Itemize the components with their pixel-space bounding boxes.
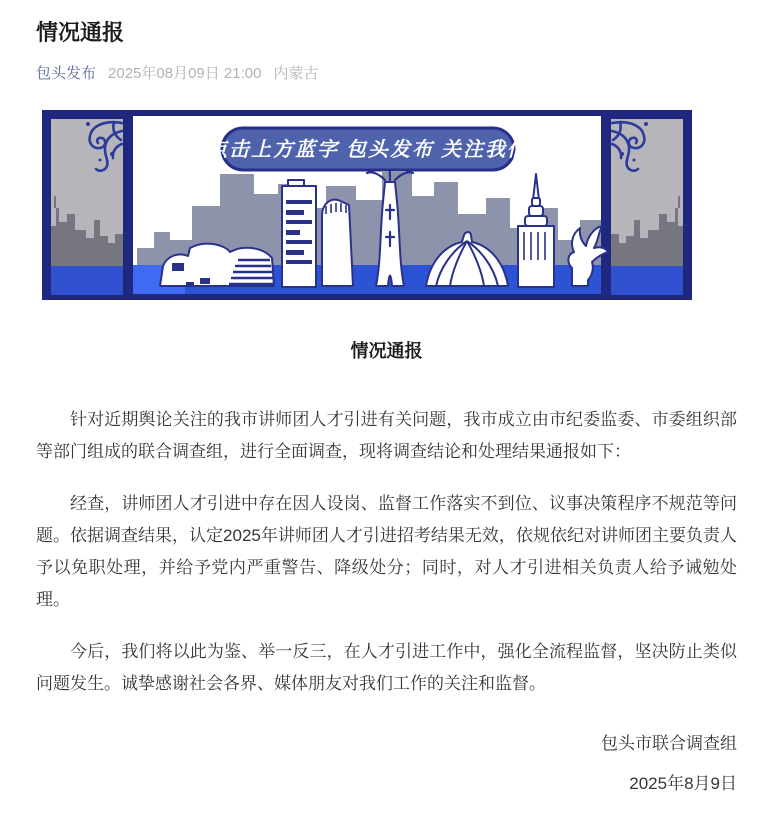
paragraph-2: 经查，讲师团人才引进中存在因人设岗、监督工作落实不到位、议事决策程序不规范等问题。依据调查结果，认定2025年讲师团人才引进招考结果无效，依规依纪对讲师团主要负责人予以免职处理，并给予党内严重警告、降级处分；同时，对人才引进相关负责人给予诫勉处理。 xyxy=(36,494,737,609)
page-title: 情况通报 xyxy=(36,20,125,45)
signature-date: 2025年8月9日 xyxy=(629,774,737,793)
follow-pill xyxy=(207,128,531,170)
banner-side-panel xyxy=(51,119,123,295)
account-name-link[interactable]: 包头发布 xyxy=(36,65,97,82)
article-meta xyxy=(36,64,737,84)
article-heading: 情况通报 xyxy=(350,341,423,361)
publish-datetime: 2025年08月09日 21:00 xyxy=(108,65,262,82)
follow-pill-text: 点击上方蓝字 包头发布 关注我们 xyxy=(207,139,529,161)
signature: 包头市联合调查组 xyxy=(601,734,737,753)
article-body xyxy=(36,338,737,800)
paragraph-3: 今后，我们将以此为鉴、举一反三，在人才引进工作中，强化全流程监督，坚决防止类似问题发生。诚挚感谢社会各界、媒体朋友对我们工作的关注和监督。 xyxy=(36,642,737,693)
banner-image[interactable] xyxy=(42,110,692,300)
paragraph-1: 针对近期舆论关注的我市讲师团人才引进有关问题，我市成立由市纪委监委、市委组织部等部门组成的联合调查组，进行全面调查，现将调查结论和处理结果通报如下： xyxy=(36,410,737,461)
banner-illustration xyxy=(42,110,692,300)
publish-location: 内蒙古 xyxy=(273,65,319,82)
